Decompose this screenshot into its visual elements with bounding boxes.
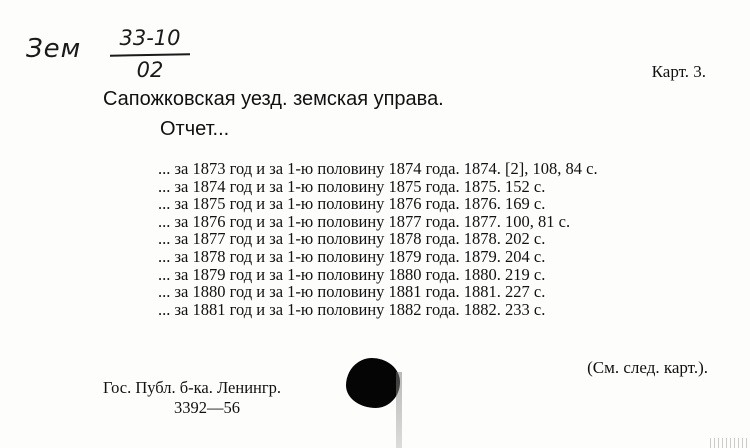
- entry-item: ... за 1878 год и за 1-ю половину 1879 года. 1879. 204 с.: [158, 246, 546, 266]
- entry-item: ... за 1877 год и за 1-ю половину 1878 года. 1878. 202 с.: [158, 229, 546, 249]
- handwritten-classification: [110, 26, 190, 82]
- library-name: Гос. Публ. б-ка. Ленингр.: [103, 378, 282, 397]
- entry-item: ... за 1879 год и за 1-ю половину 1880 года. 1880. 219 с.: [158, 264, 546, 284]
- fraction-bar: [110, 53, 190, 56]
- handwritten-prefix: Зем: [26, 34, 82, 64]
- card-title: Отчет...: [160, 118, 230, 140]
- scan-streak: [396, 372, 402, 448]
- card-heading: Сапожковская уезд. земская управа.: [103, 88, 444, 110]
- shelfmark: 3392—56: [174, 398, 240, 417]
- entry-item: ... за 1876 год и за 1-ю половину 1877 года. 1877. 100, 81 с.: [158, 211, 571, 231]
- edge-speck: [710, 438, 750, 448]
- entry-item: ... за 1875 год и за 1-ю половину 1876 года. 1876. 169 с.: [158, 194, 546, 214]
- see-next-card: (См. след. карт.).: [587, 358, 708, 377]
- ink-blot: [346, 358, 400, 408]
- entry-item: ... за 1874 год и за 1-ю половину 1875 года. 1875. 152 с.: [158, 176, 546, 196]
- classification-denominator: 02: [136, 58, 164, 82]
- entry-list: [103, 160, 713, 318]
- classification-numerator: 33-10: [119, 26, 181, 50]
- card-number: Карт. 3.: [651, 62, 706, 81]
- entry-item: ... за 1880 год и за 1-ю половину 1881 года. 1881. 227 с.: [158, 282, 546, 302]
- entry-item: ... за 1881 год и за 1-ю половину 1882 года. 1882. 233 с.: [158, 299, 546, 319]
- entry-item: ... за 1873 год и за 1-ю половину 1874 года. 1874. [2], 108, 84 с.: [158, 159, 598, 178]
